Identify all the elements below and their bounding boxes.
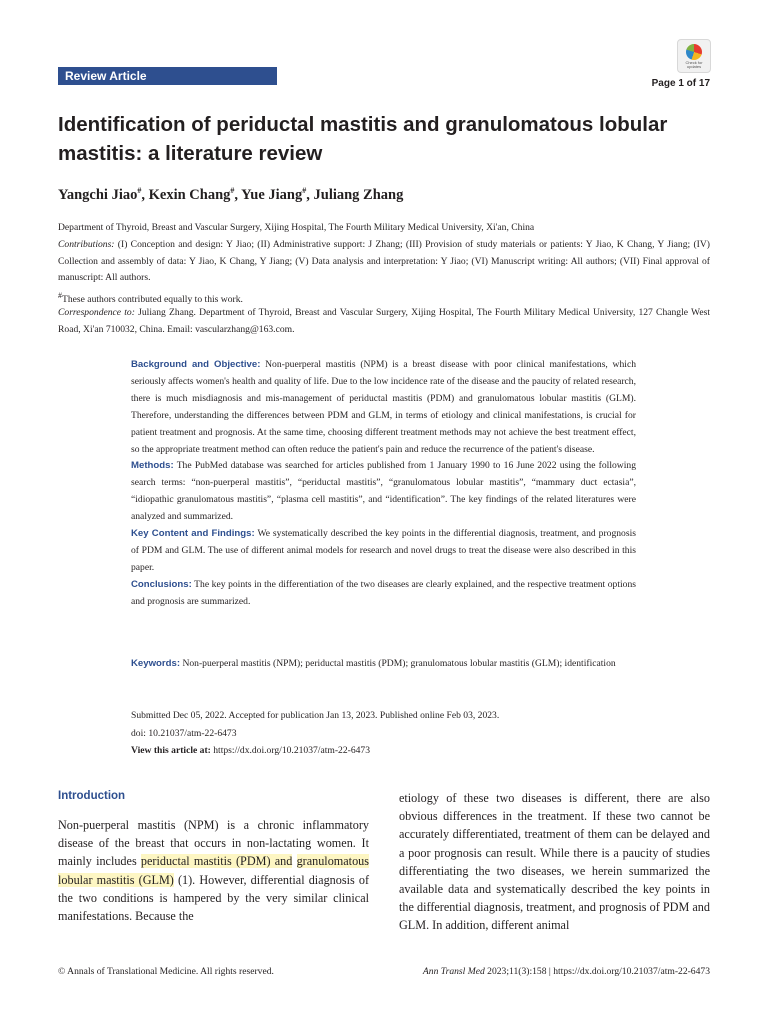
abstract bbox=[131, 357, 636, 611]
view-article-link[interactable]: https://dx.doi.org/10.21037/atm-22-6473 bbox=[210, 745, 371, 756]
correspondence bbox=[58, 305, 710, 338]
abstract-label: Conclusions: bbox=[131, 578, 192, 590]
author-mark: # bbox=[137, 186, 142, 195]
contributions-label: Contributions: bbox=[58, 239, 115, 250]
check-for-updates-badge[interactable] bbox=[677, 39, 711, 73]
view-label: View this article at: bbox=[131, 745, 211, 756]
abstract-label: Background and Objective: bbox=[131, 359, 261, 370]
intro-paragraph bbox=[58, 816, 369, 925]
check-updates-icon bbox=[686, 44, 702, 60]
intro-text bbox=[292, 854, 296, 868]
badge-text-2: updates bbox=[686, 64, 702, 69]
article-title bbox=[58, 110, 708, 168]
abstract-text: We systematically described the key points in the differential diagnosis, treatment, and prognosis of PDM and GLM. The use of different animal models for research and novel drugs to treat the disease were also described in this paper. bbox=[131, 528, 636, 573]
contributions-text: (I) Conception and design: Y Jiao; (II) Administrative support: J Zhang; (III) Provision of study materials or patients: Y Jiao, K Chang, Y Jiang; (IV) Collection and assembly of data: Y Jiao, K Chang, Y Jiang; (V) Data analysis and interpretation: Y Jiao; (VI) Manuscript writing: All authors; (VII) Final approval of manuscript: All authors. bbox=[58, 239, 710, 283]
author-name: Yangchi Jiao bbox=[58, 186, 138, 203]
affiliation: Department of Thyroid, Breast and Vascular Surgery, Xijing Hospital, The Fourth Military Medical University, Xi'an, China bbox=[58, 222, 535, 233]
keywords-label: Keywords: bbox=[131, 658, 181, 669]
author-sep: , bbox=[141, 186, 149, 203]
author-mark: # bbox=[302, 186, 307, 195]
footer-journal: Ann Transl Med bbox=[422, 966, 485, 977]
author-sep: , bbox=[306, 186, 314, 203]
author-name: Juliang Zhang bbox=[313, 186, 404, 203]
footer-citation-text: 2023;11(3):158 | https://dx.doi.org/10.21037/atm-22-6473 bbox=[484, 966, 710, 977]
submission-info bbox=[131, 707, 636, 760]
abstract-paragraph bbox=[131, 357, 636, 458]
badge-text-1: Check for bbox=[685, 60, 703, 65]
abstract-label: Methods: bbox=[131, 460, 174, 472]
intro-right-column bbox=[399, 789, 710, 935]
view-article bbox=[131, 742, 636, 760]
keywords bbox=[131, 655, 636, 672]
contributions bbox=[58, 237, 710, 287]
abstract-label: Key Content and Findings: bbox=[131, 528, 255, 540]
introduction-heading: Introduction bbox=[58, 790, 126, 802]
correspondence-label: Correspondence to: bbox=[58, 307, 135, 318]
title-line-2: mastitis: a literature review bbox=[58, 142, 323, 165]
author-mark: # bbox=[230, 186, 235, 195]
article-type-banner: Review Article bbox=[58, 67, 277, 85]
abstract-text: The key points in the differentiation of the two diseases are clearly explained, and the respective treatment options and prognosis are summarized. bbox=[131, 578, 636, 607]
author-sep: , bbox=[234, 186, 242, 203]
intro-text: Non-puerperal mastitis (NPM) is a chronic inflammatory disease of the breast that occurs in non-lactating women. It mainly includes bbox=[58, 818, 369, 869]
intro-left-column bbox=[58, 816, 369, 925]
abstract-text: Non-puerperal mastitis (NPM) is a breast disease with poor clinical manifestations, which seriously affects women's health and quality of life. Due to the low incidence rate of the disease and the paucity of related research, there is much misdiagnosis and mis-management of periductal mastitis (PDM) and granulomatous lobular mastitis (GLM). Therefore, understanding the differences between PDM and GLM, in terms of etiology and clinical manifestations, is crucial for patient treatment and prognosis. At the same time, choosing different treatment methods may not achieve the best treatment effect, so the appropriate treatment method can often reduce the patient's pain and reduce the recurrence of the patient's disease. bbox=[131, 359, 636, 455]
correspondence-text: Juliang Zhang. Department of Thyroid, Breast and Vascular Surgery, Xijing Hospital, The Fourth Military Medical University, 127 Changle West Road, Xi'an 710032, China. Email: vascularzhang@163.com. bbox=[58, 307, 710, 335]
footer-copyright: © Annals of Translational Medicine. All rights reserved. bbox=[58, 966, 274, 977]
author-list bbox=[58, 186, 403, 204]
intro-paragraph: etiology of these two diseases is different, there are also obvious differences in the treatment. If these two cannot be accurately differentiated, treatment of them can be delayed and a poor prognosis can result. While there is a paucity of studies differentiating the two diseases, we herein summarized the available data and systematically described the key points in the differential diagnosis, treatment, and prognosis of PDM and GLM. In addition, different animal bbox=[399, 791, 710, 933]
highlighted-text[interactable]: periductal mastitis (PDM) and bbox=[140, 854, 293, 869]
equal-text: These authors contributed equally to this work. bbox=[62, 294, 243, 306]
abstract-paragraph bbox=[131, 458, 636, 526]
abstract-paragraph bbox=[131, 577, 636, 611]
footer-citation bbox=[423, 966, 710, 977]
author-name: Kexin Chang bbox=[148, 186, 231, 203]
abstract-text: The PubMed database was searched for articles published from 1 January 1990 to 16 June 2022 using the following search terms: “non-puerperal mastitis”, “periductal mastitis”, “granulomatous lobular mastitis”, “mammary duct ectasia”, “idiopathic granulomatous mastitis”, “plasma cell mastitis”, and “identification”. The key findings of the related literatures were analyzed and summarized. bbox=[131, 460, 636, 523]
keywords-text: Non-puerperal mastitis (NPM); periductal mastitis (PDM); granulomatous lobular mastitis (GLM); identification bbox=[180, 658, 616, 669]
author-name: Yue Jiang bbox=[241, 186, 303, 203]
doi: doi: 10.21037/atm-22-6473 bbox=[131, 727, 237, 739]
title-line-1: Identification of periductal mastitis and granulomatous lobular bbox=[58, 113, 668, 136]
intro-text: (1). However, differential diagnosis of the two conditions is hampered by the very similar clinical manifestations. Because the bbox=[58, 872, 369, 924]
page-indicator: Page 1 of 17 bbox=[651, 78, 710, 89]
equal-mark: # bbox=[58, 291, 62, 300]
submission-dates: Submitted Dec 05, 2022. Accepted for publication Jan 13, 2023. Published online Feb 03, 2023. bbox=[131, 710, 500, 721]
abstract-paragraph bbox=[131, 526, 636, 577]
highlighted-text[interactable]: granulomatous lobular mastitis (GLM) bbox=[58, 854, 369, 887]
